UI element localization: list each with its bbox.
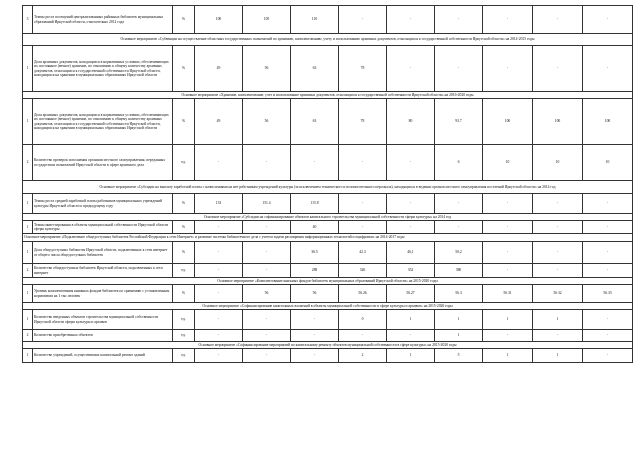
row-number: 1 (23, 349, 33, 363)
value-cell: - (387, 145, 435, 181)
value-cell: - (435, 6, 483, 34)
indicator-row (23, 145, 633, 181)
value-cell: - (195, 221, 243, 234)
value-cell: - (483, 264, 533, 278)
value-cell: - (387, 6, 435, 34)
value-cell: 56.3 (435, 285, 483, 303)
value-cell: - (435, 194, 483, 214)
value-cell: - (583, 349, 633, 363)
value-cell: 46,1 (387, 242, 435, 264)
value-cell: - (195, 349, 243, 363)
section-title: Основное мероприятие «Субвенции на осуществление областных государственных полномочий по хранению, комплектованию, учету и использованию архивных документов, относящихся к государственной собственности Иркутской области» на 2014-2015 годы (23, 34, 633, 46)
value-cell: - (533, 194, 583, 214)
value-cell: 1 (533, 349, 583, 363)
indicator-name: Темпы роста средней заработной платы работников муниципальных учреждений культуры Иркутской области к предыдущему году (33, 194, 173, 214)
value-cell: 56 (291, 285, 339, 303)
value-cell: 40 (291, 221, 339, 234)
unit-cell: ед. (173, 264, 195, 278)
indicator-row (23, 242, 633, 264)
value-cell: - (435, 221, 483, 234)
value-cell: - (195, 145, 243, 181)
value-cell: - (291, 349, 339, 363)
row-number: 2 (23, 330, 33, 342)
value-cell: - (483, 242, 533, 264)
indicator-name: Доля архивных документов, находящихся в нормативных условиях, обеспечивающих их постоянное (вечное) хранение, по отношению к общему количеству архивных документов, относящихся к государственной собственности Иркутской области, находящихся на хранении в муниципальных образованиях Иркутской области (33, 99, 173, 145)
value-cell: 56.32 (533, 285, 583, 303)
indicator-name: Количество введенных объектов строительства муниципальной собственности Иркутской области сферы культуры и архивов (33, 310, 173, 330)
unit-cell: ед. (173, 349, 195, 363)
unit-cell: % (173, 46, 195, 92)
row-number: 1 (23, 194, 33, 214)
unit-cell: % (173, 221, 195, 234)
indicator-name: Количество учреждений, осуществивших капитальный ремонт зданий (33, 349, 173, 363)
unit-cell: % (173, 6, 195, 34)
indicator-row (23, 330, 633, 342)
value-cell: - (483, 330, 533, 342)
value-cell: - (483, 46, 533, 92)
value-cell: 352 (387, 264, 435, 278)
value-cell: - (291, 145, 339, 181)
value-cell: 380 (435, 264, 483, 278)
value-cell: 326 (339, 264, 387, 278)
section-header-row (23, 214, 633, 221)
section-header-row (23, 34, 633, 46)
value-cell: - (583, 46, 633, 92)
value-cell: 115.8 (291, 194, 339, 214)
value-cell: - (195, 242, 243, 264)
indicator-table-sheet (22, 5, 632, 363)
value-cell: 288 (291, 264, 339, 278)
value-cell: 56 (243, 99, 291, 145)
value-cell: - (243, 330, 291, 342)
section-title: Основное мероприятие «Субсидии на софинансирование объектов капитального строительства муниципальной собственности сферы культуры» на 2014 год (23, 214, 633, 221)
value-cell: - (583, 221, 633, 234)
section-header-row (23, 92, 633, 99)
value-cell: 1 (387, 349, 435, 363)
value-cell: 100 (483, 99, 533, 145)
value-cell: 1 (533, 310, 583, 330)
indicator-row (23, 264, 633, 278)
section-header-row (23, 234, 633, 242)
unit-cell: ед. (173, 145, 195, 181)
section-title: Основное мероприятие «Комплектование книжных фондов библиотек муниципальных образований Иркутской области» на 2015-2020 годы (23, 278, 633, 285)
value-cell: - (195, 285, 243, 303)
value-cell: 10 (583, 145, 633, 181)
value-cell: - (483, 6, 533, 34)
value-cell: 42.3 (339, 242, 387, 264)
unit-cell: ед. (173, 330, 195, 342)
value-cell: 10 (483, 145, 533, 181)
indicator-row (23, 6, 633, 34)
value-cell: - (387, 194, 435, 214)
value-cell: - (243, 221, 291, 234)
value-cell: - (533, 264, 583, 278)
value-cell: 110 (291, 6, 339, 34)
section-header-row (23, 303, 633, 310)
value-cell: 56.31 (483, 285, 533, 303)
value-cell: 93.7 (435, 99, 483, 145)
indicator-row (23, 285, 633, 303)
value-cell: - (583, 264, 633, 278)
unit-cell: % (173, 99, 195, 145)
value-cell: - (583, 310, 633, 330)
row-number: 2 (23, 264, 33, 278)
value-cell: - (533, 242, 583, 264)
value-cell: 100 (533, 99, 583, 145)
row-number: 3 (23, 6, 33, 34)
value-cell: 105 (243, 6, 291, 34)
value-cell: 80 (387, 99, 435, 145)
indicator-row (23, 349, 633, 363)
value-cell: - (291, 330, 339, 342)
value-cell: - (339, 221, 387, 234)
value-cell: 49 (195, 99, 243, 145)
section-title: Основное мероприятие «Софинансирование капитальных вложений в объекты муниципальной собственности в сфере культуры и архивов» на 2015-2020 годы (23, 303, 633, 310)
value-cell: - (435, 46, 483, 92)
section-title: Основное мероприятие «Подключение общедоступных библиотек Российской Федерации к сети Интернет» и развитие системы библиотечного дела с учетом задачи расширения информационных технологий и оцифровки» на 2014-2017 годы (23, 234, 633, 242)
unit-cell: % (173, 285, 195, 303)
value-cell: - (533, 46, 583, 92)
value-cell: 63 (291, 99, 339, 145)
value-cell: 5 (435, 349, 483, 363)
indicator-name: Темпы роста посещений централизованных районных библиотек муниципальных образований Иркутской области, относительно 2012 года (33, 6, 173, 34)
row-number: 1 (23, 242, 33, 264)
value-cell: 56.27 (387, 285, 435, 303)
value-cell: 1 (435, 330, 483, 342)
indicator-name: Темпы инвестирования в объекты муниципальной собственности Иркутской области сферы культуры (33, 221, 173, 234)
indicator-row (23, 194, 633, 214)
value-cell: 100 (583, 99, 633, 145)
indicator-name: Количество приобретенных объектов (33, 330, 173, 342)
section-title: Основное мероприятие «Хранение, комплектование, учет и использование архивных документов, относящихся к государственной собственности Иркутской области» на 2016-2020 годы (23, 92, 633, 99)
value-cell: 133 (195, 194, 243, 214)
value-cell: - (583, 330, 633, 342)
value-cell: - (583, 194, 633, 214)
row-number: 2 (23, 145, 33, 181)
value-cell: - (195, 330, 243, 342)
value-cell: 78 (339, 46, 387, 92)
section-header-row (23, 342, 633, 349)
value-cell: - (483, 221, 533, 234)
value-cell: - (339, 6, 387, 34)
value-cell: 0 (339, 310, 387, 330)
value-cell: - (195, 310, 243, 330)
value-cell: - (243, 349, 291, 363)
indicator-table-body (23, 6, 633, 363)
value-cell: - (533, 221, 583, 234)
unit-cell: % (173, 194, 195, 214)
section-header-row (23, 278, 633, 285)
value-cell: - (195, 264, 243, 278)
value-cell: - (533, 6, 583, 34)
value-cell: 78 (339, 99, 387, 145)
value-cell: 6 (435, 145, 483, 181)
value-cell: - (483, 194, 533, 214)
value-cell: 1 (483, 349, 533, 363)
value-cell: - (387, 46, 435, 92)
value-cell: 1 (435, 310, 483, 330)
indicator-row (23, 310, 633, 330)
value-cell: 56 (243, 285, 291, 303)
row-number: 1 (23, 99, 33, 145)
section-title: Основное мероприятие «Субсидии на выплату заработной платы с начислениями на нее работникам учреждений культуры (за исключением технического и вспомогательного персонала), находящихся в ведении органов местного самоуправления поселений Иркутской области» на 2014 год (23, 181, 633, 194)
value-cell: - (583, 6, 633, 34)
indicator-row (23, 46, 633, 92)
indicator-name: Доля общедоступных библиотек Иркутской области, подключенных к сети интернет от общего числа общедоступных библиотек (33, 242, 173, 264)
value-cell: - (387, 221, 435, 234)
indicator-name: Количество общедоступных библиотек Иркутской области, подключенных к сети интернет (33, 264, 173, 278)
value-cell: 56.33 (583, 285, 633, 303)
indicator-table (22, 5, 633, 363)
value-cell: 36.5 (291, 242, 339, 264)
value-cell: - (243, 264, 291, 278)
value-cell: 10 (533, 145, 583, 181)
value-cell: 56 (243, 46, 291, 92)
value-cell: 1 (483, 310, 533, 330)
indicator-row (23, 99, 633, 145)
value-cell: 56.26 (339, 285, 387, 303)
row-number: 1 (23, 285, 33, 303)
value-cell: - (243, 145, 291, 181)
indicator-name: Количество проверок исполнения органами местного самоуправления, переданных государством полномочий Иркутской области в сфере архивного дела (33, 145, 173, 181)
value-cell: - (243, 310, 291, 330)
value-cell: - (291, 310, 339, 330)
value-cell: - (583, 242, 633, 264)
value-cell: - (339, 194, 387, 214)
unit-cell: % (173, 242, 195, 264)
value-cell: 63 (291, 46, 339, 92)
value-cell: 1 (387, 310, 435, 330)
value-cell: 151.4 (243, 194, 291, 214)
indicator-name: Доля архивных документов, находящихся в нормативных условиях, обеспечивающих их постоянное (вечное) хранение, по отношению к общему количеству архивных документов, относящихся к государственной собственности Иркутской области, находящихся на хранении в муниципальных образованиях Иркутской области (33, 46, 173, 92)
row-number: 1 (23, 46, 33, 92)
value-cell: 49 (195, 46, 243, 92)
indicator-row (23, 221, 633, 234)
value-cell: - (533, 330, 583, 342)
section-title: Основное мероприятие «Софинансирование мероприятий по капитальному ремонту объектов муниципальной собственности в сфере культуры» на 2015-2020 годы (23, 342, 633, 349)
indicator-name: Уровень комплектования книжных фондов библиотек по сравнению с установленным нормативом на 1 тыс.человек (33, 285, 173, 303)
value-cell: 100 (195, 6, 243, 34)
value-cell: - (339, 330, 387, 342)
row-number: 1 (23, 310, 33, 330)
section-header-row (23, 181, 633, 194)
value-cell: - (243, 242, 291, 264)
value-cell: - (387, 330, 435, 342)
row-number: 1 (23, 221, 33, 234)
value-cell: 50,2 (435, 242, 483, 264)
value-cell: - (339, 145, 387, 181)
value-cell: 2 (339, 349, 387, 363)
unit-cell: ед. (173, 310, 195, 330)
